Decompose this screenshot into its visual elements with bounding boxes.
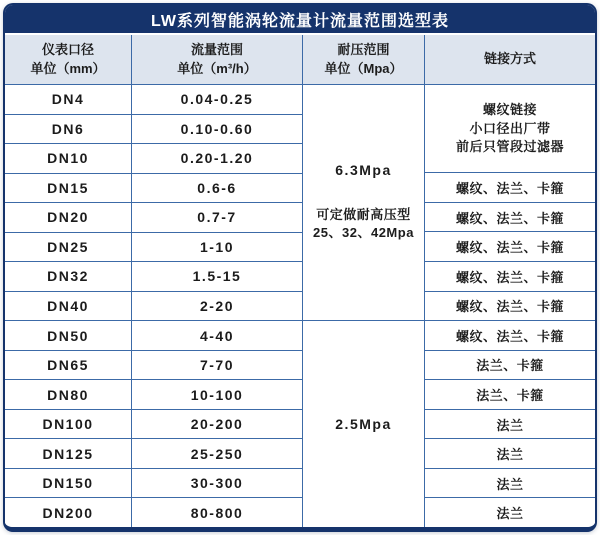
header-diameter-line1: 仪表口径 xyxy=(41,41,94,57)
dn-cell: DN4 xyxy=(5,85,131,115)
pressure-cell-63mpa xyxy=(303,85,424,321)
connection-cell: 螺纹、法兰、卡箍 xyxy=(425,321,595,351)
flow-cell: 0.7-7 xyxy=(132,203,302,233)
dn-cell: DN40 xyxy=(5,292,131,322)
connection-cell: 法兰 xyxy=(425,410,595,440)
column-flow-range xyxy=(132,85,303,527)
table-title: LW系列智能涡轮流量计流量范围选型表 xyxy=(151,12,449,30)
dn-cell: DN20 xyxy=(5,203,131,233)
pressure-note-line1: 可定做耐高压型 xyxy=(316,206,411,222)
flow-cell: 7-70 xyxy=(132,351,302,381)
dn-cell: DN65 xyxy=(5,351,131,381)
header-cell-flow-range xyxy=(132,35,303,84)
dn-cell: DN150 xyxy=(5,469,131,499)
connection-merged-line3: 前后只管段过滤器 xyxy=(455,138,564,154)
dn-cell: DN200 xyxy=(42,504,94,521)
header-flow-line2: 单位（m³/h） xyxy=(177,60,257,76)
connection-cell: 螺纹、法兰、卡箍 xyxy=(425,203,595,233)
connection-cell: 法兰 xyxy=(425,439,595,469)
connection-merged-line2: 小口径出厂带 xyxy=(469,120,551,136)
flow-cell: 10-100 xyxy=(132,380,302,410)
dn-cell: DN25 xyxy=(5,233,131,263)
connection-cell: 法兰、卡箍 xyxy=(425,380,595,410)
flow-cell: 4-40 xyxy=(132,321,302,351)
connection-cell: 螺纹、法兰、卡箍 xyxy=(425,173,595,203)
connection-merged-cell-small-bore xyxy=(425,85,595,173)
connection-cell: 法兰、卡箍 xyxy=(425,351,595,381)
pressure-high-pressure-note xyxy=(313,206,414,244)
flow-cell: 20-200 xyxy=(132,410,302,440)
header-connection-label: 链接方式 xyxy=(483,51,536,67)
table-frame xyxy=(3,3,597,532)
flow-cell: 0.20-1.20 xyxy=(132,144,302,174)
dn-cell: DN32 xyxy=(5,262,131,292)
header-diameter-line2: 单位（mm） xyxy=(30,60,106,76)
pressure-note-line2: 25、32、42Mpa xyxy=(313,225,414,241)
connection-cell: 法兰 xyxy=(425,469,595,499)
connection-merged-line1: 螺纹链接 xyxy=(482,102,537,118)
flow-cell: 1-10 xyxy=(132,233,302,263)
column-diameter xyxy=(5,85,132,527)
flow-cell: 1.5-15 xyxy=(132,262,302,292)
column-pressure-range xyxy=(303,85,425,527)
flow-cell: 30-300 xyxy=(132,469,302,499)
flow-cell: 80-800 xyxy=(190,504,244,521)
dn-cell: DN10 xyxy=(5,144,131,174)
connection-cell: 螺纹、法兰、卡箍 xyxy=(425,232,595,262)
dn-cell: DN6 xyxy=(5,115,131,145)
pressure-63mpa-label: 6.3Mpa xyxy=(335,161,392,178)
flow-cell: 0.6-6 xyxy=(132,174,302,204)
header-flow-line1: 流量范围 xyxy=(190,41,243,57)
header-pressure-line2: 单位（Mpa） xyxy=(324,60,403,76)
connection-cell: 法兰 xyxy=(496,506,524,522)
header-cell-connection xyxy=(425,35,595,84)
connection-cell: 螺纹、法兰、卡箍 xyxy=(425,262,595,292)
dn-cell: DN50 xyxy=(5,321,131,351)
header-pressure-line1: 耐压范围 xyxy=(337,41,390,57)
pressure-25mpa-label: 2.5Mpa xyxy=(335,415,392,432)
table-header-row xyxy=(5,35,595,85)
pressure-cell-25mpa xyxy=(303,321,424,527)
header-cell-diameter xyxy=(5,35,132,84)
dn-cell: DN15 xyxy=(5,174,131,204)
column-connection xyxy=(425,85,595,527)
flow-cell: 0.04-0.25 xyxy=(132,85,302,115)
dn-cell: DN100 xyxy=(5,410,131,440)
header-cell-pressure-range xyxy=(303,35,425,84)
table-title-bar xyxy=(5,5,595,33)
connection-cell: 螺纹、法兰、卡箍 xyxy=(425,292,595,322)
dn-cell: DN80 xyxy=(5,380,131,410)
flow-cell: 2-20 xyxy=(132,292,302,322)
table-body xyxy=(5,85,595,527)
dn-cell: DN125 xyxy=(5,439,131,469)
flow-cell: 25-250 xyxy=(132,439,302,469)
flow-cell: 0.10-0.60 xyxy=(132,115,302,145)
